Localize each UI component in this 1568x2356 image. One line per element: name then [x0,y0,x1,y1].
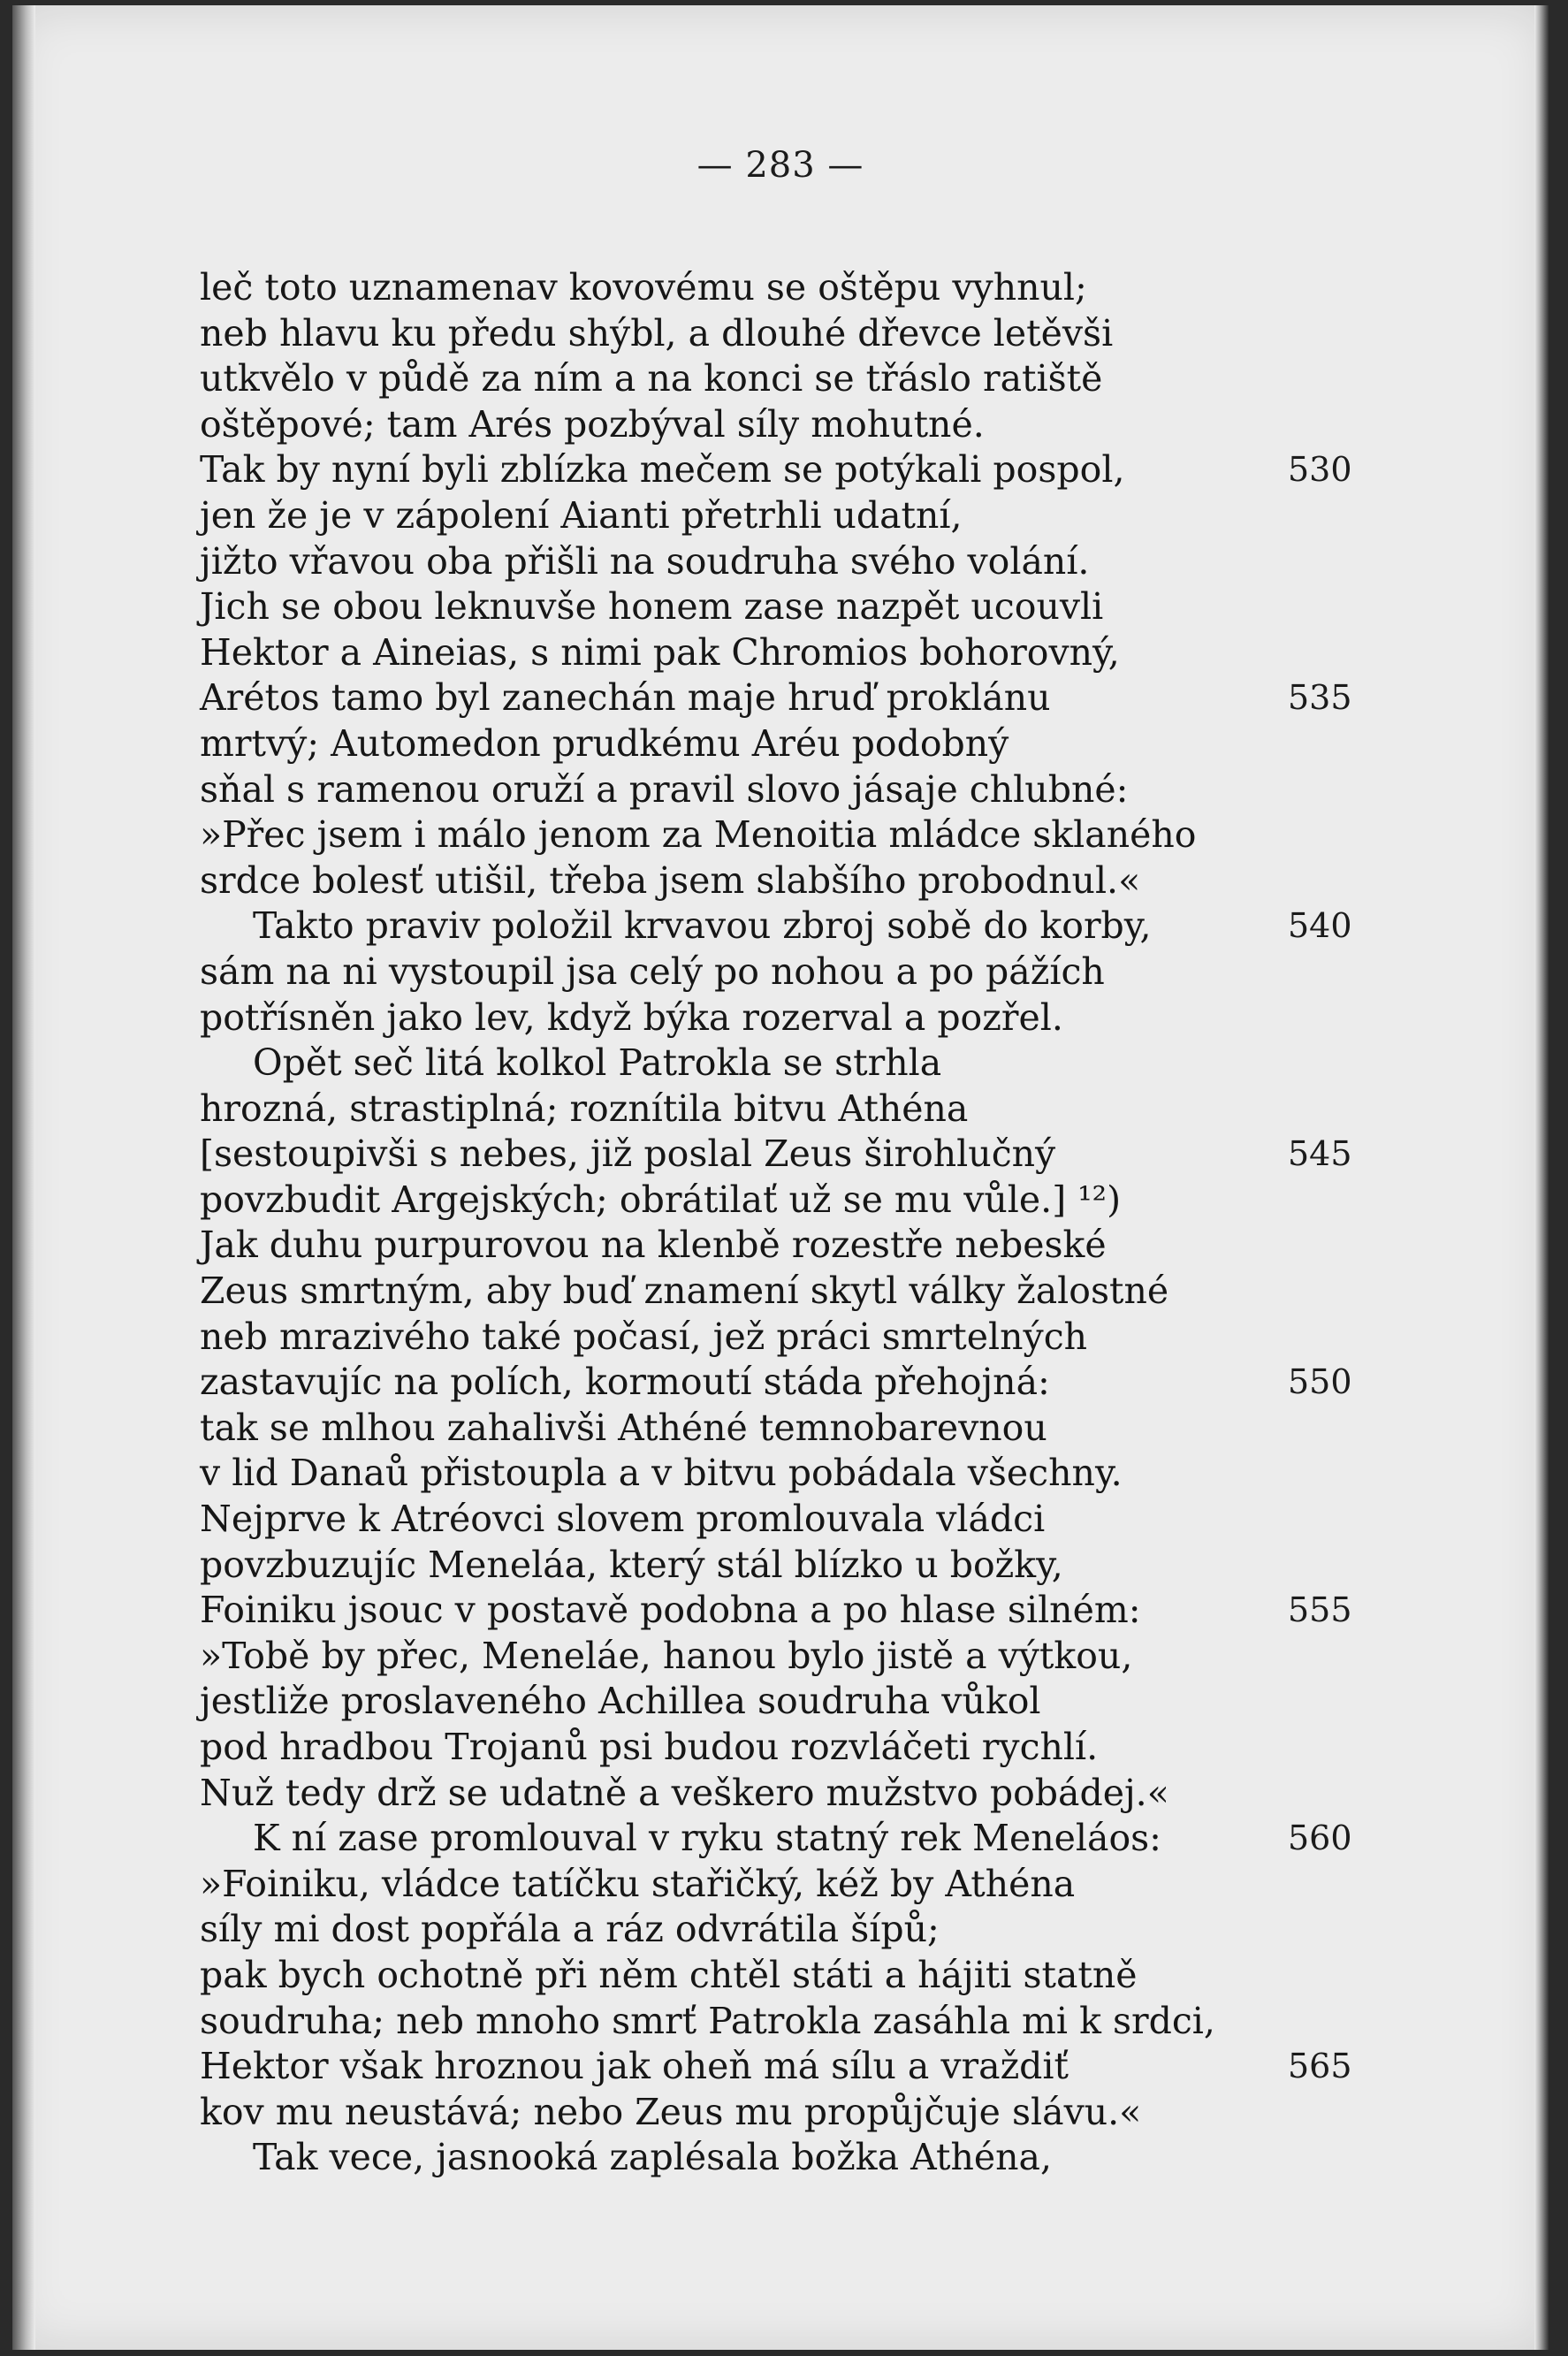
verse-text: Nejprve k Atréovci slovem promlouvala vládci [200,1498,1046,1541]
verse-text: soudruha; neb mnoho smrť Patrokla zasáhla mi k srdci, [200,1999,1215,2042]
verse-line [200,1862,1366,1908]
verse-line [200,539,1366,585]
verse-line [200,447,1366,493]
verse-text: Jak duhu purpurovou na klenbě rozestře nebeské [200,1224,1107,1267]
verse-line [200,1907,1366,1953]
verse-text: Jich se obou leknuvše honem zase nazpět ucouvli [200,585,1104,629]
verse-line [200,812,1366,858]
verse-line [200,2135,1366,2181]
verse-text: jestliže proslaveného Achillea soudruha vůkol [200,1680,1041,1723]
verse-line [200,1953,1366,1999]
verse-line [200,2044,1366,2090]
verse-line [200,1451,1366,1497]
verse-text: Tak by nyní byli zblízka mečem se potýkali pospol, [200,448,1125,492]
verse-number: 535 [1288,678,1352,718]
verse-text: potřísněn jako lev, když býka rozerval a pozřel. [200,995,1063,1039]
verse-text: leč toto uznamenav kovovému se oštěpu vyhnul; [200,266,1087,309]
verse-text: Tak vece, jasnooká zaplésala božka Athéna, [253,2136,1053,2179]
verse-line [200,1087,1366,1132]
verse-text: srdce bolesť utišil, třeba jsem slabšího probodnul.« [200,858,1141,902]
verse-text: povzbuzujíc Meneláa, který stál blízko u božky, [200,1543,1063,1586]
verse-text: síly mi dost popřála a ráz odvrátila šípů; [200,1908,940,1951]
verse-text: sám na ni vystoupil jsa celý po nohou a po pážích [200,949,1105,993]
verse-line [200,1041,1366,1087]
verse-line [200,356,1366,402]
verse-line [200,584,1366,630]
book-page [12,5,1549,2350]
verse-text: »Foiniku, vládce tatíčku stařičký, kéž by Athéna [200,1862,1076,1905]
verse-number: 530 [1288,450,1352,490]
verse-text: Foiniku jsouc v postavě podobna a po hlase silném: [200,1589,1141,1632]
verse-line [200,402,1366,448]
verse-line [200,311,1366,357]
verse-text: hrozná, strastiplná; roznítila bitvu Athéna [200,1087,969,1130]
verse-text: mrtvý; Automedon prudkému Aréu podobný [200,721,1009,765]
verse-line [200,265,1366,311]
verse-line [200,1634,1366,1680]
verse-line [200,1725,1366,1771]
verse-text: zastavujíc na polích, kormoutí stáda přehojná: [200,1361,1050,1404]
verse-text: Nuž tedy drž se udatně a veškero mužstvo pobádej.« [200,1771,1169,1814]
verse-line [200,1406,1366,1452]
verse-line [200,1269,1366,1315]
page-edge-shadow [1534,5,1549,2350]
verse-line [200,1178,1366,1224]
verse-text: Hektor však hroznou jak oheň má sílu a vraždiť [200,2045,1069,2088]
verse-text: v lid Danaů přistoupla a v bitvu pobádala všechny. [200,1452,1123,1495]
verse-line [200,1223,1366,1269]
verse-number: 550 [1288,1362,1352,1402]
verse-number: 555 [1288,1590,1352,1630]
verse-number: 560 [1288,1818,1352,1858]
verse-line [200,904,1366,949]
verse-text: Zeus smrtným, aby buď znamení skytl války žalostné [200,1269,1169,1313]
verse-line [200,1497,1366,1543]
verse-line [200,858,1366,904]
verse-number: 545 [1288,1134,1352,1174]
verse-text: jižto vřavou oba přišli na soudruha svého volání. [200,539,1090,583]
verse-line [200,1679,1366,1725]
verse-text: [sestoupivši s nebes, již poslal Zeus širohlučný [200,1132,1056,1176]
verse-text: oštěpové; tam Arés pozbýval síly mohutné. [200,402,985,446]
verse-text: tak se mlhou zahalivši Athéné temnobarevnou [200,1406,1047,1449]
verse-text: utkvělo v půdě za ním a na konci se třáslo ratiště [200,357,1103,400]
verse-text: Opět seč litá kolkol Patrokla se strhla [253,1041,942,1085]
verse-text: Hektor a Aineias, s nimi pak Chromios bohorovný, [200,630,1120,674]
verse-number: 565 [1288,2047,1352,2086]
verse-text-block [200,265,1366,2181]
verse-text: kov mu neustává; nebo Zeus mu propůjčuje slávu.« [200,2090,1142,2133]
verse-line [200,675,1366,721]
verse-text: »Tobě by přec, Meneláe, hanou bylo jistě a výtkou, [200,1634,1133,1677]
verse-text: neb mrazivého také počasí, jež práci smrtelných [200,1315,1088,1358]
verse-text: Arétos tamo byl zanechán maje hruď proklánu [200,676,1051,720]
verse-line [200,1816,1366,1862]
verse-line [200,1360,1366,1406]
verse-text: povzbudit Argejských; obrátilať už se mu vůle.] ¹²) [200,1178,1122,1221]
verse-text: »Přec jsem i málo jenom za Menoitia mládce sklaného [200,813,1197,857]
verse-text: pod hradbou Trojanů psi budou rozvláčeti rychlí. [200,1726,1099,1768]
page-gutter-shadow [12,5,35,2350]
verse-text: neb hlavu ku předu shýbl, a dlouhé dřevce letěvši [200,311,1114,355]
verse-text: K ní zase promlouval v ryku statný rek Meneláos: [253,1817,1161,1860]
verse-line [200,493,1366,539]
verse-text: jen že je v zápolení Aianti přetrhli udatní, [200,493,963,537]
verse-line [200,1132,1366,1178]
verse-line [200,1771,1366,1817]
verse-line [200,1315,1366,1361]
verse-line [200,995,1366,1041]
verse-text: Takto praviv položil krvavou zbroj sobě do korby, [253,904,1152,948]
verse-line [200,721,1366,767]
verse-line [200,767,1366,813]
verse-text: sňal s ramenou oruží a pravil slovo jásaje chlubné: [200,767,1129,811]
verse-line [200,1588,1366,1634]
verse-line [200,949,1366,995]
verse-line [200,1543,1366,1589]
verse-line [200,1999,1366,2045]
page-number: — 283 — [696,145,864,186]
verse-number: 540 [1288,906,1352,946]
verse-text: pak bych ochotně při něm chtěl státi a hájiti statně [200,1953,1138,1996]
verse-line [200,2090,1366,2136]
verse-line [200,630,1366,676]
